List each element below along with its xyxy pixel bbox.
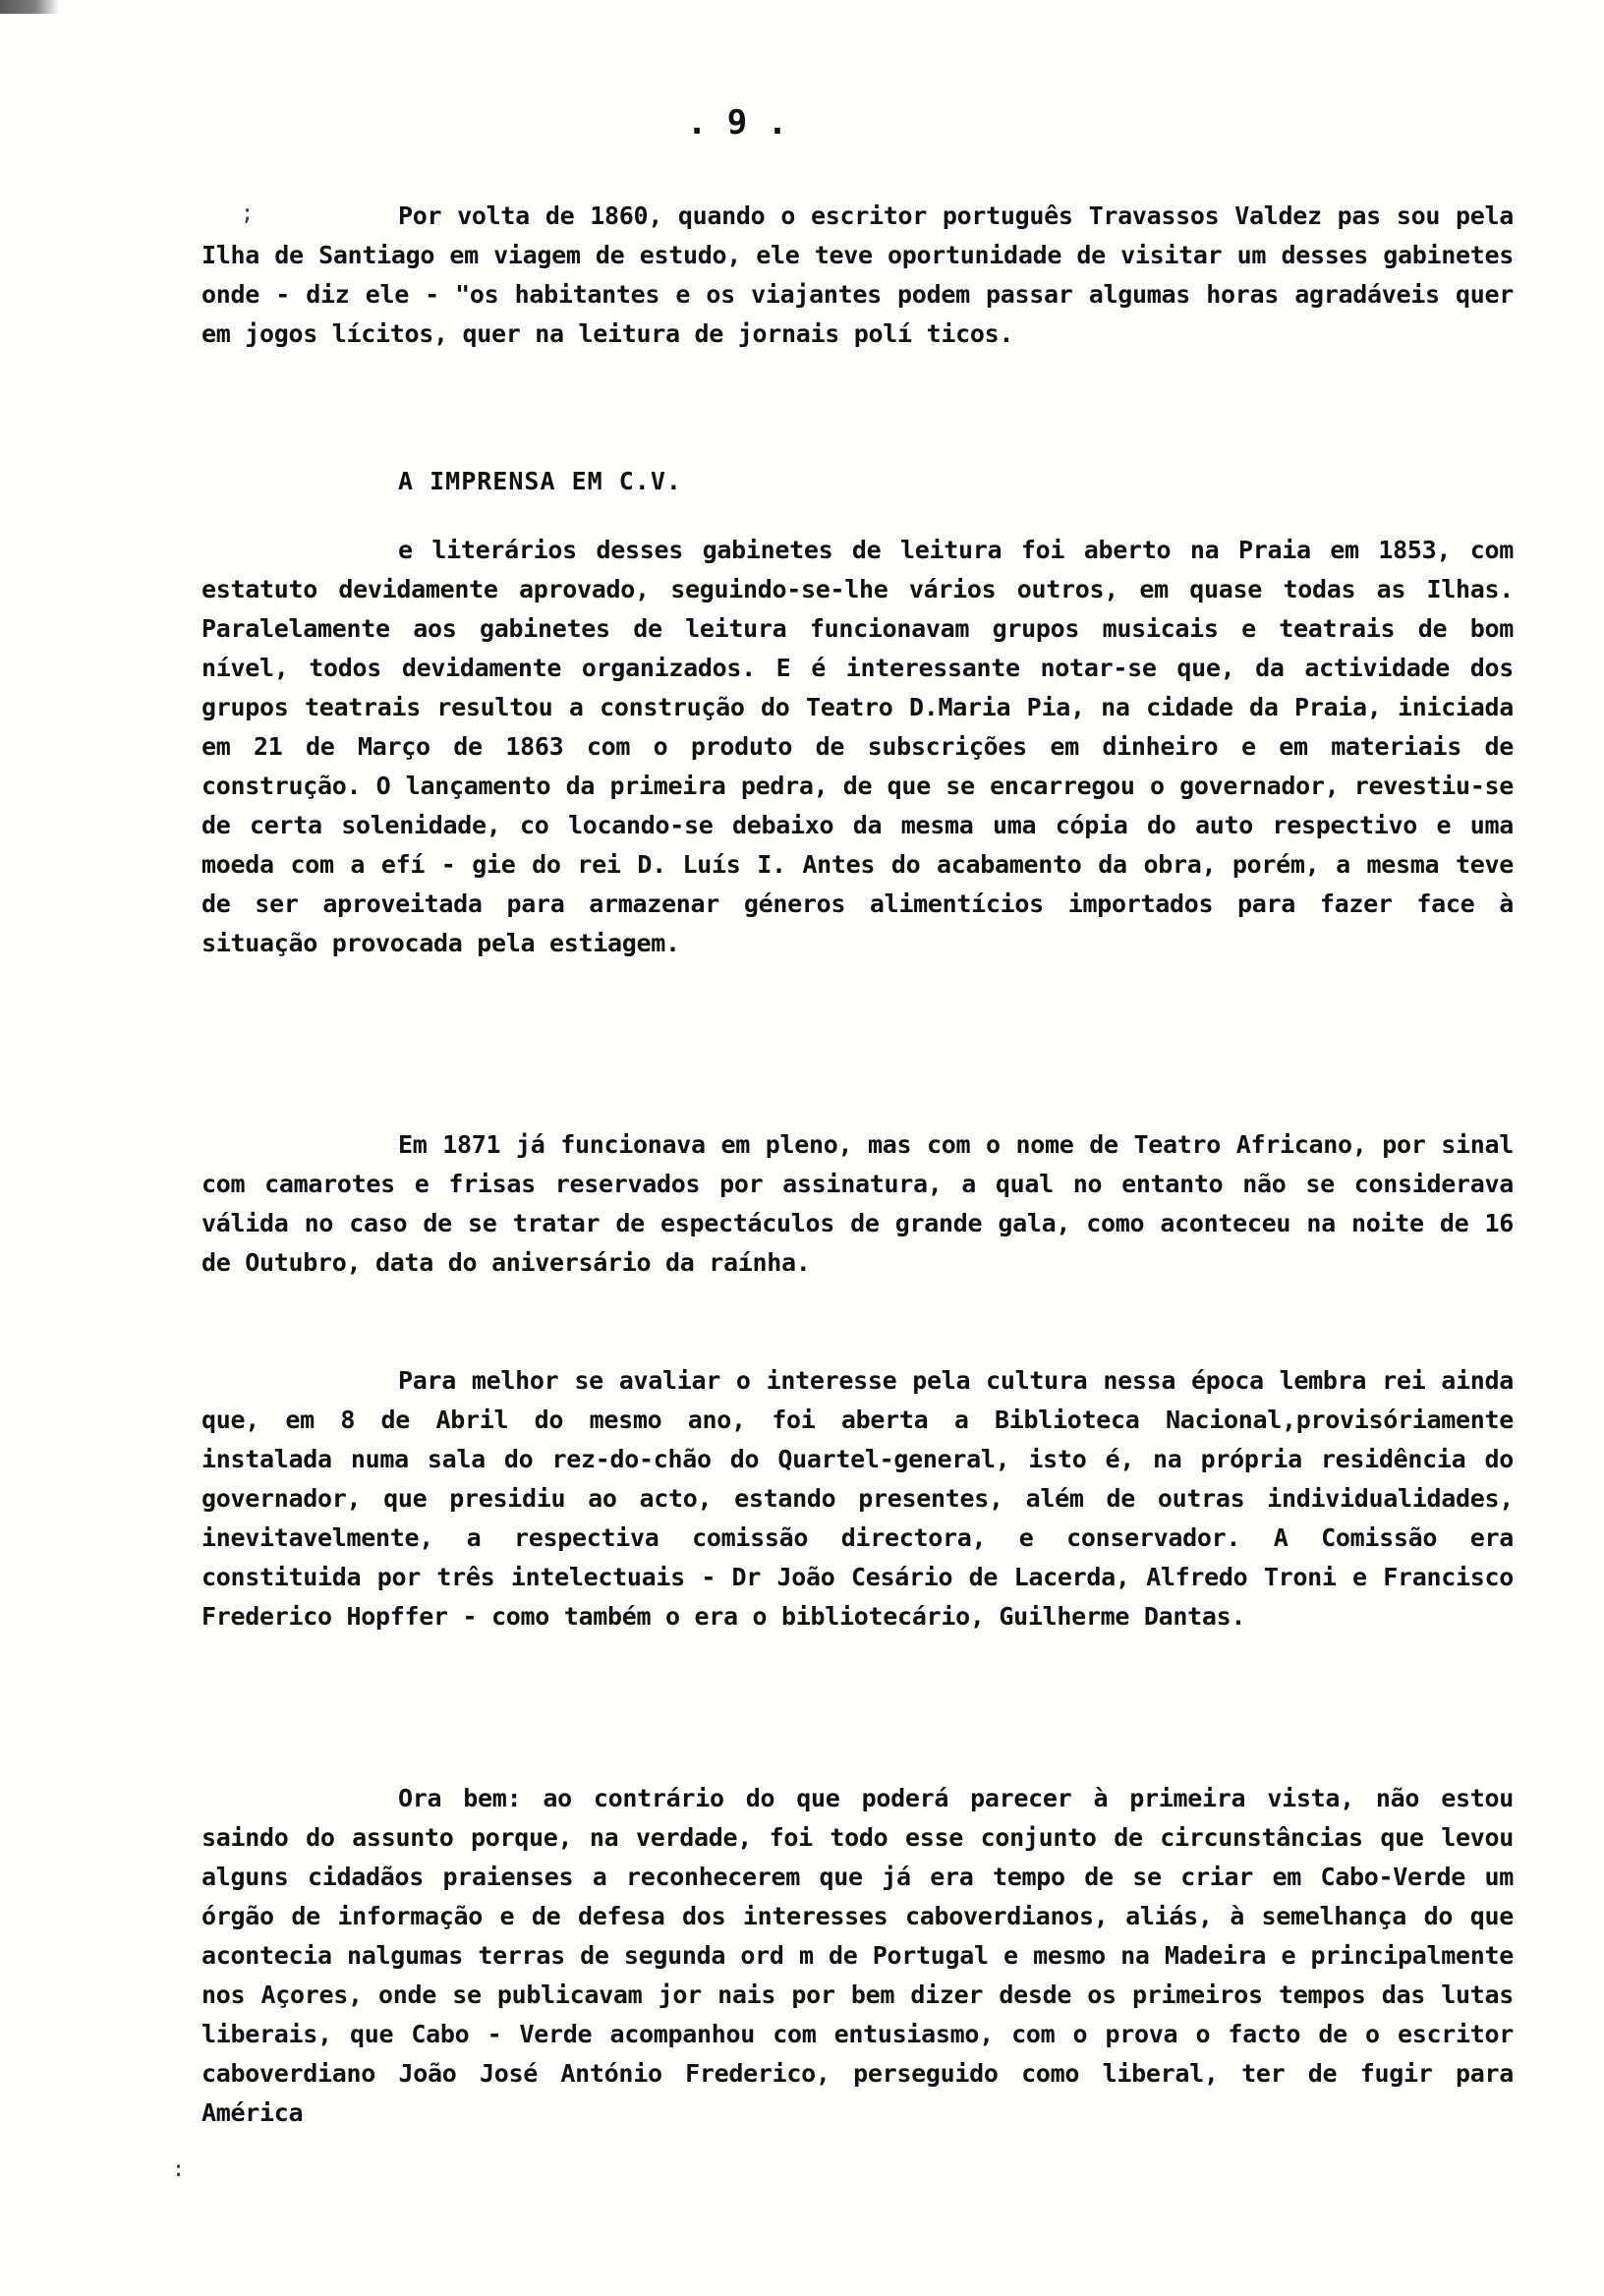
paragraph-2: e literários desses gabinetes de leitura foi aberto na Praia em 1853, com estatuto devidamente aprovado, seguindo-se-lhe vários outros, em quase todas as Ilhas. Paralelamente aos gabinetes de leitura funcionavam grupos musicais e teatrais de bom nível, todos devidamente organizados. E é interessante notar-se que, da actividade dos grupos teatrais resultou a construção do Teatro D.Maria Pia, na cidade da Praia, iniciada em 21 de Março de 1863 com o produto de subscrições em dinheiro e em materiais de construção. O lançamento da primeira pedra, de que se encarregou o governador, revestiu-se de certa solenidade, co locando-se debaixo da mesma uma cópia do auto respectivo e uma moeda com a efí - gie do rei D. Luís I. Antes do acabamento da obra, porém, a mesma teve de ser aproveitada para armazenar géneros alimentícios importados para fazer face à situação provocada pela estiagem. xyxy=(201,536,1514,957)
stray-mark: : xyxy=(172,2157,186,2182)
paragraph-5: Ora bem: ao contrário do que poderá parecer à primeira vista, não estou saindo do assunto porque, na verdade, foi todo esse conjunto de circunstâncias que levou alguns cidadãos praienses a reconhecerem que já era tempo de se criar em Cabo-Verde um órgão de informação e de defesa dos interesses caboverdianos, aliás, à semelhança do que acontecia nalgumas terras de segunda ord m de Portugal e mesmo na Madeira e principalmente nos Açores, onde se publicavam jor nais por bem dizer desde os primeiros tempos das lutas liberais, que Cabo - Verde acompanhou com entusiasmo, com o prova o facto de o escritor caboverdiano João José António Frederico, perseguido como liberal, ter de fugir para América xyxy=(201,1784,1514,2127)
scan-corner-mark xyxy=(0,0,59,14)
paragraph-3: Em 1871 já funcionava em pleno, mas com o nome de Teatro Africano, por sinal com camarotes e frisas reservados por assinatura, a qual no entanto não se considerava válida no caso de se tratar de espectáculos de grande gala, como aconteceu na noite de 16 de Outubro, data do aniversário da raínha. xyxy=(201,1130,1514,1277)
paragraph-4-block xyxy=(201,1361,1514,1636)
section-heading: A IMPRENSA EM C.V. xyxy=(398,467,682,495)
paragraph-3-block xyxy=(201,1125,1514,1283)
paragraph-1-block xyxy=(201,197,1514,354)
paragraph-4: Para melhor se avaliar o interesse pela cultura nessa época lembra rei ainda que, em 8 de Abril do mesmo ano, foi aberta a Biblioteca Nacional,provisóriamente instalada numa sala do rez-do-chão do Quartel-general, isto é, na própria residência do governador, que presidiu ao acto, estando presentes, além de outras individualidades, inevitavelmente, a respectiva comissão directora, e conservador. A Comissão era constituida por três intelectuais - Dr João Cesário de Lacerda, Alfredo Troni e Francisco Frederico Hopffer - como também o era o bibliotecário, Guilherme Dantas. xyxy=(201,1366,1514,1631)
paragraph-2-block xyxy=(201,531,1514,963)
stray-mark: ; xyxy=(241,201,255,226)
paragraph-5-block xyxy=(201,1779,1514,2133)
page-number: . 9 . xyxy=(686,103,788,143)
paragraph-1: Por volta de 1860, quando o escritor português Travassos Valdez pas sou pela Ilha de Santiago em viagem de estudo, ele teve oportunidade de visitar um desses gabinetes onde - diz ele - "os habitantes e os viajantes podem passar algumas horas agradáveis quer em jogos lícitos, quer na leitura de jornais polí ticos. xyxy=(201,201,1514,348)
